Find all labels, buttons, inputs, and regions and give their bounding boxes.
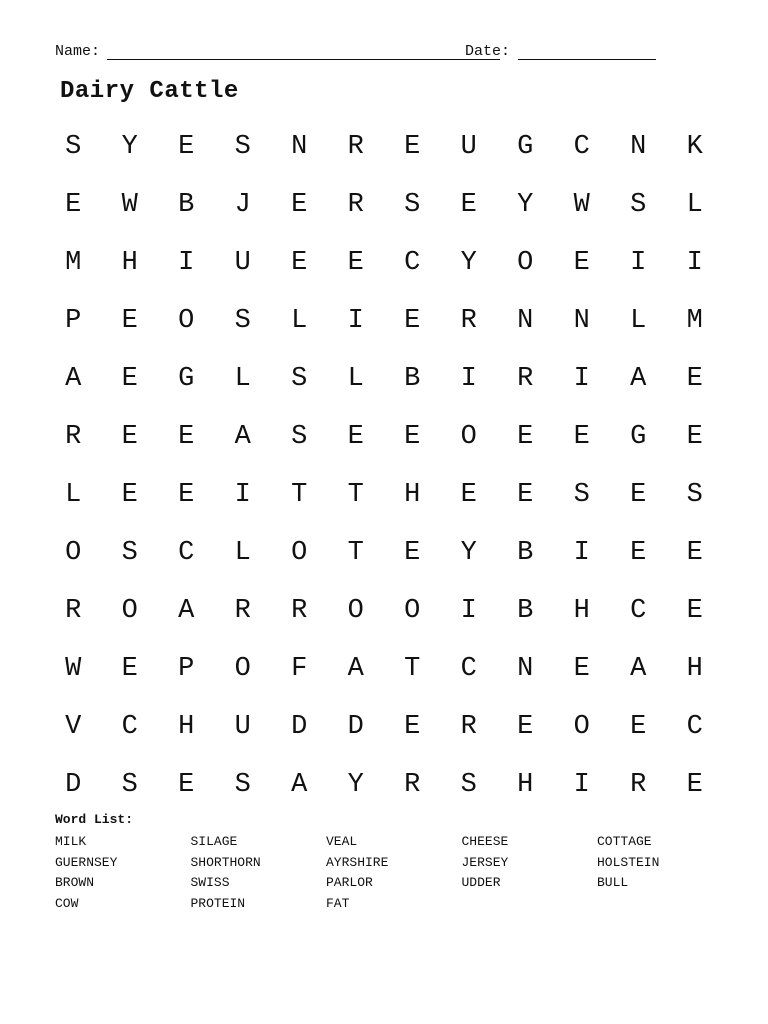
grid-letter: L: [234, 537, 251, 568]
grid-letter: I: [573, 769, 590, 800]
page-title: Dairy Cattle: [60, 78, 239, 105]
grid-letter: P: [178, 653, 195, 684]
grid-letter: S: [234, 769, 251, 800]
grid-letter: L: [630, 305, 647, 336]
grid-letter: I: [460, 363, 477, 394]
grid-letter: E: [404, 537, 421, 568]
word-list-item: GUERNSEY: [55, 854, 118, 870]
grid-letter: E: [686, 595, 703, 626]
grid-letter: O: [460, 421, 477, 452]
grid-letter: H: [573, 595, 590, 626]
grid-letter: E: [404, 421, 421, 452]
word-list-item: BROWN: [55, 875, 95, 891]
grid-letter: H: [121, 247, 138, 278]
grid-letter: I: [460, 595, 477, 626]
grid-letter: R: [347, 131, 364, 162]
grid-letter: A: [65, 363, 82, 394]
grid-letter: M: [65, 247, 82, 278]
word-list-item: JERSEY: [461, 854, 509, 870]
grid-letter: T: [347, 479, 364, 510]
grid-letter: R: [65, 595, 82, 626]
grid-letter: P: [65, 305, 82, 336]
grid-letter: R: [234, 595, 251, 626]
grid-letter: W: [65, 653, 82, 684]
grid-letter: S: [460, 769, 477, 800]
grid-letter: E: [65, 189, 82, 220]
grid-letter: R: [404, 769, 421, 800]
grid-letter: L: [234, 363, 251, 394]
grid-letter: F: [291, 653, 308, 684]
grid-letter: E: [460, 189, 477, 220]
grid-letter: L: [347, 363, 364, 394]
grid-letter: N: [517, 305, 534, 336]
grid-letter: I: [630, 247, 647, 278]
grid-letter: C: [686, 711, 703, 742]
grid-letter: E: [686, 537, 703, 568]
grid-letter: C: [460, 653, 477, 684]
grid-letter: E: [178, 131, 195, 162]
grid-letter: C: [121, 711, 138, 742]
word-list-heading: Word List:: [55, 812, 134, 827]
grid-letter: E: [686, 421, 703, 452]
grid-letter: E: [517, 479, 534, 510]
grid-letter: U: [234, 711, 251, 742]
grid-letter: T: [291, 479, 308, 510]
grid-letter: R: [517, 363, 534, 394]
worksheet-header: [55, 42, 715, 64]
word-list-item: COW: [55, 896, 79, 912]
word-list-item: SWISS: [190, 875, 230, 891]
grid-letter: D: [65, 769, 82, 800]
grid-letter: Y: [517, 189, 534, 220]
grid-letter: O: [573, 711, 590, 742]
grid-letter: L: [291, 305, 308, 336]
grid-letter: N: [573, 305, 590, 336]
word-search-grid: [45, 118, 723, 814]
grid-letter: I: [573, 537, 590, 568]
grid-letter: B: [178, 189, 195, 220]
word-list-item: PROTEIN: [190, 896, 246, 912]
grid-letter: O: [347, 595, 364, 626]
grid-letter: W: [121, 189, 138, 220]
date-blank-line[interactable]: [518, 59, 656, 60]
word-list-item: HOLSTEIN: [597, 854, 660, 870]
grid-letter: C: [178, 537, 195, 568]
grid-letter: I: [347, 305, 364, 336]
grid-letter: H: [178, 711, 195, 742]
grid-letter: T: [404, 653, 421, 684]
grid-letter: E: [517, 421, 534, 452]
date-label: Date:: [465, 43, 511, 60]
grid-letter: E: [517, 711, 534, 742]
grid-letter: W: [573, 189, 590, 220]
grid-letter: E: [178, 769, 195, 800]
grid-letter: I: [234, 479, 251, 510]
name-blank-line[interactable]: [107, 59, 500, 60]
grid-letter: E: [347, 247, 364, 278]
grid-letter: S: [573, 479, 590, 510]
grid-letter: S: [65, 131, 82, 162]
grid-letter: O: [178, 305, 195, 336]
grid-letter: E: [178, 421, 195, 452]
word-list-item: SILAGE: [190, 834, 238, 849]
grid-letter: R: [460, 305, 477, 336]
grid-letter: B: [404, 363, 421, 394]
grid-letter: H: [686, 653, 703, 684]
grid-letter: E: [404, 711, 421, 742]
grid-letter: V: [65, 711, 82, 742]
grid-letter: N: [517, 653, 534, 684]
grid-letter: J: [234, 189, 251, 220]
grid-letter: C: [630, 595, 647, 626]
word-list-item: CHEESE: [461, 834, 509, 849]
grid-letter: O: [65, 537, 82, 568]
grid-letter: G: [178, 363, 195, 394]
grid-letter: G: [517, 131, 534, 162]
grid-letter: E: [573, 653, 590, 684]
grid-letter: S: [234, 131, 251, 162]
grid-letter: E: [404, 131, 421, 162]
grid-letter: R: [291, 595, 308, 626]
grid-letter: B: [517, 537, 534, 568]
grid-letter: K: [686, 131, 703, 162]
word-list-item: BULL: [597, 875, 629, 891]
word-list-item: COTTAGE: [597, 834, 652, 849]
grid-letter: B: [517, 595, 534, 626]
grid-letter: I: [686, 247, 703, 278]
grid-letter: E: [121, 363, 138, 394]
grid-letter: E: [630, 537, 647, 568]
grid-letter: S: [291, 421, 308, 452]
word-list-item: VEAL: [326, 834, 358, 849]
word-list-item: AYRSHIRE: [326, 854, 389, 870]
grid-letter: E: [347, 421, 364, 452]
grid-letter: E: [121, 653, 138, 684]
grid-letter: N: [630, 131, 647, 162]
grid-letter: E: [573, 247, 590, 278]
grid-letter: E: [686, 769, 703, 800]
grid-letter: E: [121, 305, 138, 336]
grid-letter: D: [347, 711, 364, 742]
word-list-item: MILK: [55, 834, 87, 849]
grid-letter: Y: [121, 131, 138, 162]
word-list-item: PARLOR: [326, 875, 373, 891]
grid-letter: E: [460, 479, 477, 510]
grid-letter: R: [347, 189, 364, 220]
grid-letter: A: [291, 769, 308, 800]
grid-letter: E: [404, 305, 421, 336]
grid-letter: T: [347, 537, 364, 568]
grid-letter: A: [630, 653, 647, 684]
grid-letter: D: [291, 711, 308, 742]
grid-letter: E: [630, 479, 647, 510]
grid-letter: E: [121, 479, 138, 510]
grid-letter: Y: [460, 247, 477, 278]
grid-letter: E: [573, 421, 590, 452]
grid-letter: S: [404, 189, 421, 220]
grid-letter: R: [65, 421, 82, 452]
grid-letter: Y: [347, 769, 364, 800]
grid-letter: O: [404, 595, 421, 626]
grid-letter: R: [460, 711, 477, 742]
grid-letter: A: [234, 421, 251, 452]
grid-letter: U: [460, 131, 477, 162]
grid-letter: M: [686, 305, 703, 336]
grid-letter: E: [686, 363, 703, 394]
grid-letter: G: [630, 421, 647, 452]
grid-letter: E: [178, 479, 195, 510]
grid-letter: C: [404, 247, 421, 278]
grid-letter: S: [121, 769, 138, 800]
grid-letter: L: [686, 189, 703, 220]
grid-letter: Y: [460, 537, 477, 568]
grid-letter: I: [573, 363, 590, 394]
grid-letter: E: [291, 189, 308, 220]
grid-letter: N: [291, 131, 308, 162]
grid-letter: S: [121, 537, 138, 568]
grid-letter: H: [517, 769, 534, 800]
name-label: Name:: [55, 43, 101, 60]
word-list-item: SHORTHORN: [190, 854, 261, 870]
grid-letter: S: [234, 305, 251, 336]
grid-letter: A: [347, 653, 364, 684]
grid-letter: S: [630, 189, 647, 220]
grid-letter: O: [517, 247, 534, 278]
grid-letter: S: [291, 363, 308, 394]
grid-letter: R: [630, 769, 647, 800]
grid-letter: O: [291, 537, 308, 568]
grid-letter: O: [234, 653, 251, 684]
grid-letter: U: [234, 247, 251, 278]
grid-letter: E: [630, 711, 647, 742]
grid-letter: L: [65, 479, 82, 510]
grid-letter: H: [404, 479, 421, 510]
grid-letter: O: [121, 595, 138, 626]
grid-letter: I: [178, 247, 195, 278]
word-list: [55, 833, 745, 916]
word-list-item: UDDER: [461, 875, 501, 891]
grid-letter: C: [573, 131, 590, 162]
grid-letter: E: [291, 247, 308, 278]
grid-letter: A: [178, 595, 195, 626]
grid-letter: A: [630, 363, 647, 394]
grid-letter: E: [121, 421, 138, 452]
grid-letter: S: [686, 479, 703, 510]
word-list-item: FAT: [326, 896, 350, 912]
